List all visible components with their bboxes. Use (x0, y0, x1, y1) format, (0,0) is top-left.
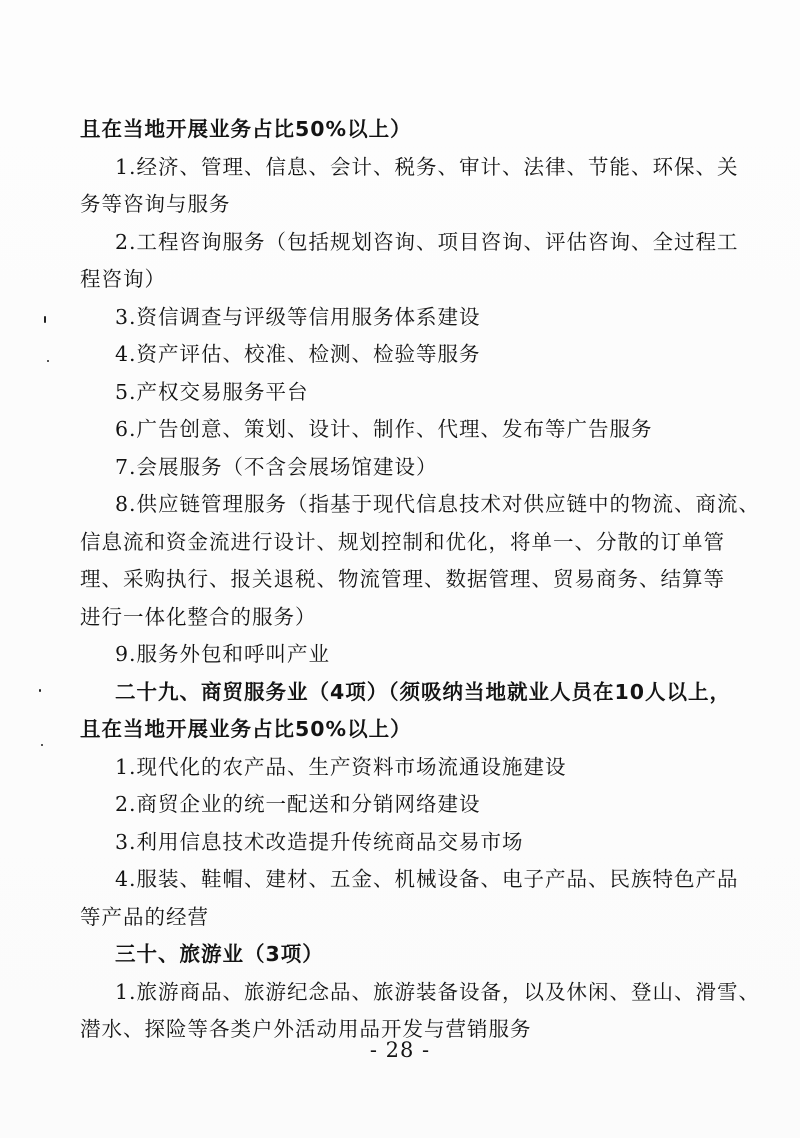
scan-speck (47, 360, 49, 362)
list-item: 1.经济、管理、信息、会计、税务、审计、法律、节能、环保、关 (115, 155, 739, 179)
scan-speck (41, 744, 43, 746)
list-item: 3.资信调查与评级等信用服务体系建设 (115, 305, 481, 329)
list-item: 3.利用信息技术改造提升传统商品交易市场 (115, 830, 524, 854)
text-line: 等产品的经营 (80, 905, 209, 929)
text-line: 进行一体化整合的服务） (80, 605, 317, 629)
scan-speck (44, 316, 46, 323)
text-line: 且在当地开展业务占比50%以上） (80, 117, 412, 141)
section-heading: 三十、旅游业（3项） (115, 942, 324, 966)
page-number: - 28 - (369, 1038, 431, 1062)
list-item: 2.商贸企业的统一配送和分销网络建设 (115, 792, 481, 816)
list-item: 1.现代化的农产品、生产资料市场流通设施建设 (115, 755, 567, 779)
text-line: 程咨询） (80, 267, 166, 291)
scan-speck (39, 689, 41, 692)
list-item: 7.会展服务（不含会展场馆建设） (115, 455, 438, 479)
text-line: 信息流和资金流进行设计、规划控制和优化，将单一、分散的订单管 (80, 530, 725, 554)
list-item: 4.资产评估、校准、检测、检验等服务 (115, 342, 481, 366)
section-heading: 且在当地开展业务占比50%以上） (80, 717, 412, 741)
list-item: 4.服装、鞋帽、建材、五金、机械设备、电子产品、民族特色产品 (115, 867, 739, 891)
list-item: 5.产权交易服务平台 (115, 380, 309, 404)
list-item: 1.旅游商品、旅游纪念品、旅游装备设备，以及休闲、登山、滑雪、 (115, 980, 761, 1004)
list-item: 2.工程咨询服务（包括规划咨询、项目咨询、评估咨询、全过程工 (115, 230, 739, 254)
list-item: 9.服务外包和呼叫产业 (115, 642, 331, 666)
text-line: 潜水、探险等各类户外活动用品开发与营销服务 (80, 1017, 532, 1041)
list-item: 8.供应链管理服务（指基于现代信息技术对供应链中的物流、商流、 (115, 492, 761, 516)
list-item: 6.广告创意、策划、设计、制作、代理、发布等广告服务 (115, 417, 653, 441)
text-line: 理、采购执行、报关退税、物流管理、数据管理、贸易商务、结算等 (80, 567, 725, 591)
section-heading: 二十九、商贸服务业（4项）（须吸纳当地就业人员在10人以上， (115, 680, 732, 704)
text-line: 务等咨询与服务 (80, 192, 231, 216)
